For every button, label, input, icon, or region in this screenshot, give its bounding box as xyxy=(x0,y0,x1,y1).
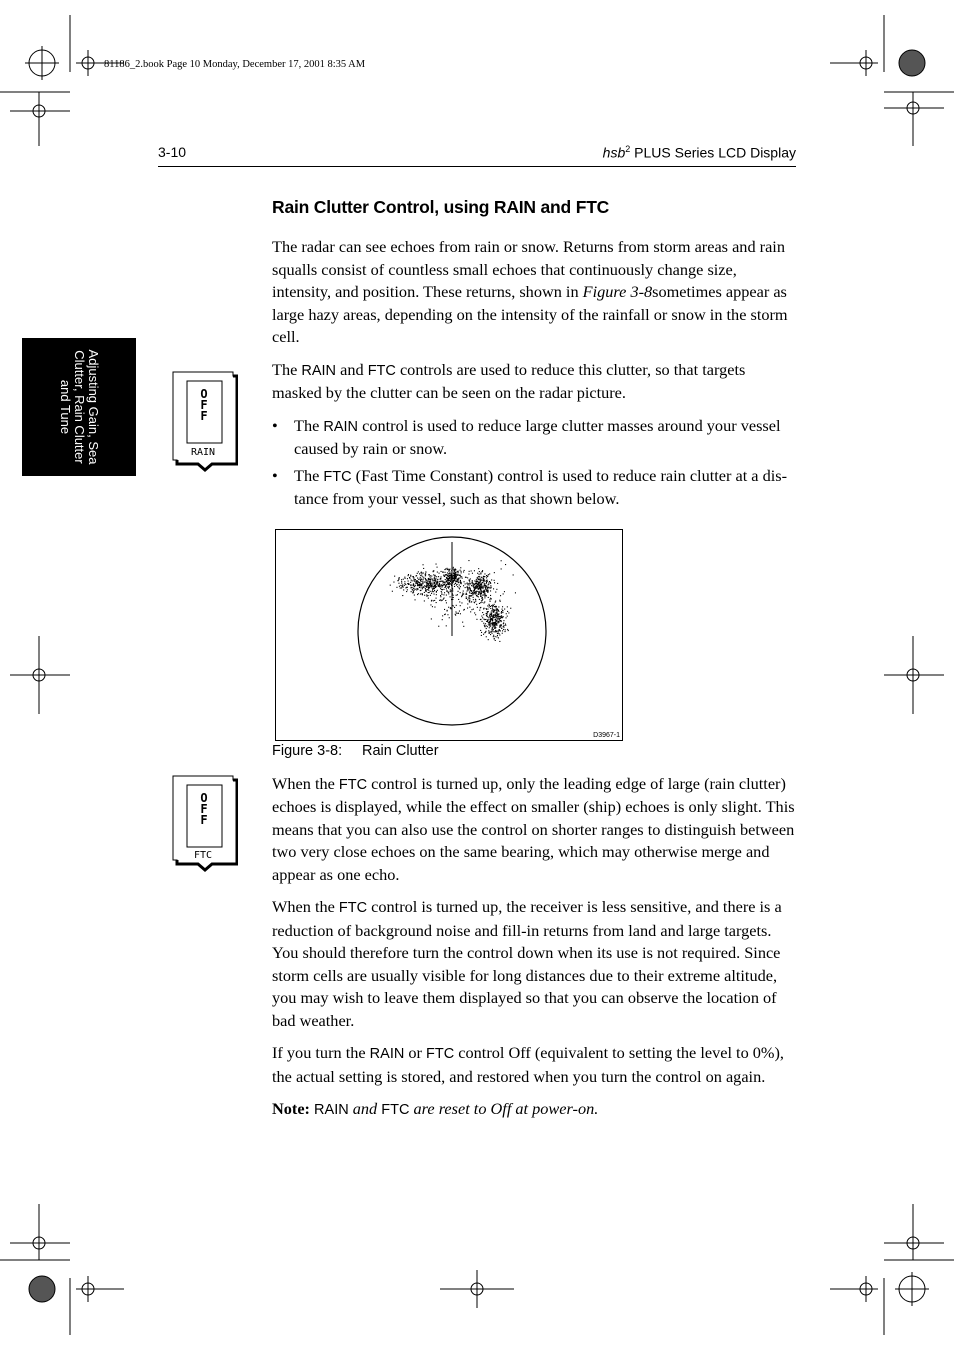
section-heading: Rain Clutter Control, using RAIN and FTC xyxy=(272,197,610,217)
paragraph xyxy=(272,896,796,1032)
brand-superscript: 2 xyxy=(625,144,631,154)
header-rule xyxy=(158,166,796,167)
text: and xyxy=(336,359,368,379)
knob-letter: F xyxy=(200,802,208,816)
control-name: FTC xyxy=(426,1046,455,1062)
knob-letter: O xyxy=(200,387,208,401)
text: and xyxy=(348,1099,382,1118)
text: are reset to Off at power-on. xyxy=(409,1099,599,1118)
control-name: RAIN xyxy=(314,1102,349,1118)
bullet: • xyxy=(272,465,278,485)
ftc-control-icon xyxy=(172,775,238,878)
figure-code: D3967-1 xyxy=(593,731,620,739)
chapter-thumb-tab-label xyxy=(58,342,100,472)
control-name: FTC xyxy=(323,468,352,485)
page-number: 3-10 xyxy=(158,144,187,160)
bullet: • xyxy=(272,415,278,435)
brand-name: hsb xyxy=(602,144,626,161)
control-name: FTC xyxy=(338,900,368,916)
text: control Off (equivalent to setting the level to 0%), the actual setting is stored, and restored when you turn the control on again. xyxy=(272,1043,784,1086)
text: or xyxy=(404,1043,427,1062)
paragraph xyxy=(272,1042,796,1088)
knob-label: FTC xyxy=(193,850,213,861)
printer-slug: 81186_2.book Page 10 Monday, December 17, 2001 8:35 AM xyxy=(104,59,366,70)
control-name: FTC xyxy=(338,776,368,793)
text: When the xyxy=(272,773,339,793)
paragraph xyxy=(272,773,796,887)
tab-line: Adjusting Gain, Sea xyxy=(86,349,101,465)
paragraph xyxy=(272,359,796,405)
text: controls are used to reduce this clutter, so that targets masked by the clutter can be seen on the radar picture. xyxy=(272,359,746,402)
text: The radar can see echoes from rain or snow. Returns from storm areas and rain squalls consist of countless small echoes that continuously change size, intensity, and position. These returns, shown in xyxy=(272,237,785,301)
text: The xyxy=(294,415,324,435)
caption-number: Figure 3-8: xyxy=(272,742,343,759)
knob-label: RAIN xyxy=(190,447,216,458)
note-label: Note: xyxy=(272,1099,310,1118)
text: control is turned up, only the leading edge of large (rain clutter) echoes is displayed, while the effect on smaller (ship) echoes is only slight. This means that you can also use the control on shorter ranges to distinguish between two very close echoes on the same bearing, which may otherwise merge and appear as one echo. xyxy=(272,773,795,884)
radar-display-image xyxy=(276,530,622,740)
text: control is turned up, the receiver is less sensitive, and there is a reduction of background noise and fill-in returns from land and large targets. You should therefore turn the control down when its use is not required. Since storm cells are usually visible for long distances due to their extreme altitude, you may wish to leave them displayed so that you can observe the location of bad weather. xyxy=(272,897,782,1030)
rain-clutter-figure xyxy=(275,529,623,741)
knob-letter: F xyxy=(200,409,208,423)
header-title: PLUS Series LCD Display xyxy=(630,144,796,161)
text: (Fast Time Constant) control is used to reduce rain clutter at a dis-tance from your vessel, such as that shown below. xyxy=(294,465,788,508)
note xyxy=(272,1098,796,1122)
list-item xyxy=(272,465,796,511)
running-header xyxy=(603,144,796,161)
chapter-thumb-tab xyxy=(22,338,136,476)
control-name: RAIN xyxy=(369,1046,405,1062)
control-name: RAIN xyxy=(301,362,337,379)
bullet-list xyxy=(272,415,796,511)
caption-title: Rain Clutter xyxy=(362,742,439,759)
control-name: FTC xyxy=(381,1102,410,1118)
knob-letter: F xyxy=(200,398,208,412)
tab-line: Clutter, Rain Clutter xyxy=(72,350,87,464)
text: When the xyxy=(272,897,339,916)
paragraph xyxy=(272,236,796,349)
knob-letter: O xyxy=(200,791,208,805)
text: If you turn the xyxy=(272,1043,370,1062)
rain-control-icon xyxy=(172,371,238,474)
text: The xyxy=(272,359,302,379)
control-name: FTC xyxy=(367,362,396,379)
text: control is used to reduce large clutter masses around your vessel caused by rain or snow. xyxy=(294,415,781,458)
main-content xyxy=(272,196,796,1132)
knob-letter: F xyxy=(200,813,208,827)
control-name: RAIN xyxy=(323,418,359,435)
text: The xyxy=(294,465,324,485)
tab-line: and Tune xyxy=(58,379,73,435)
figure-reference: Figure 3-8 xyxy=(582,282,653,301)
list-item xyxy=(272,415,796,461)
text: sometimes appear as large hazy areas, depending on the intensity of the rainfall or snow in the storm cell. xyxy=(272,282,788,346)
figure-caption xyxy=(272,743,796,759)
